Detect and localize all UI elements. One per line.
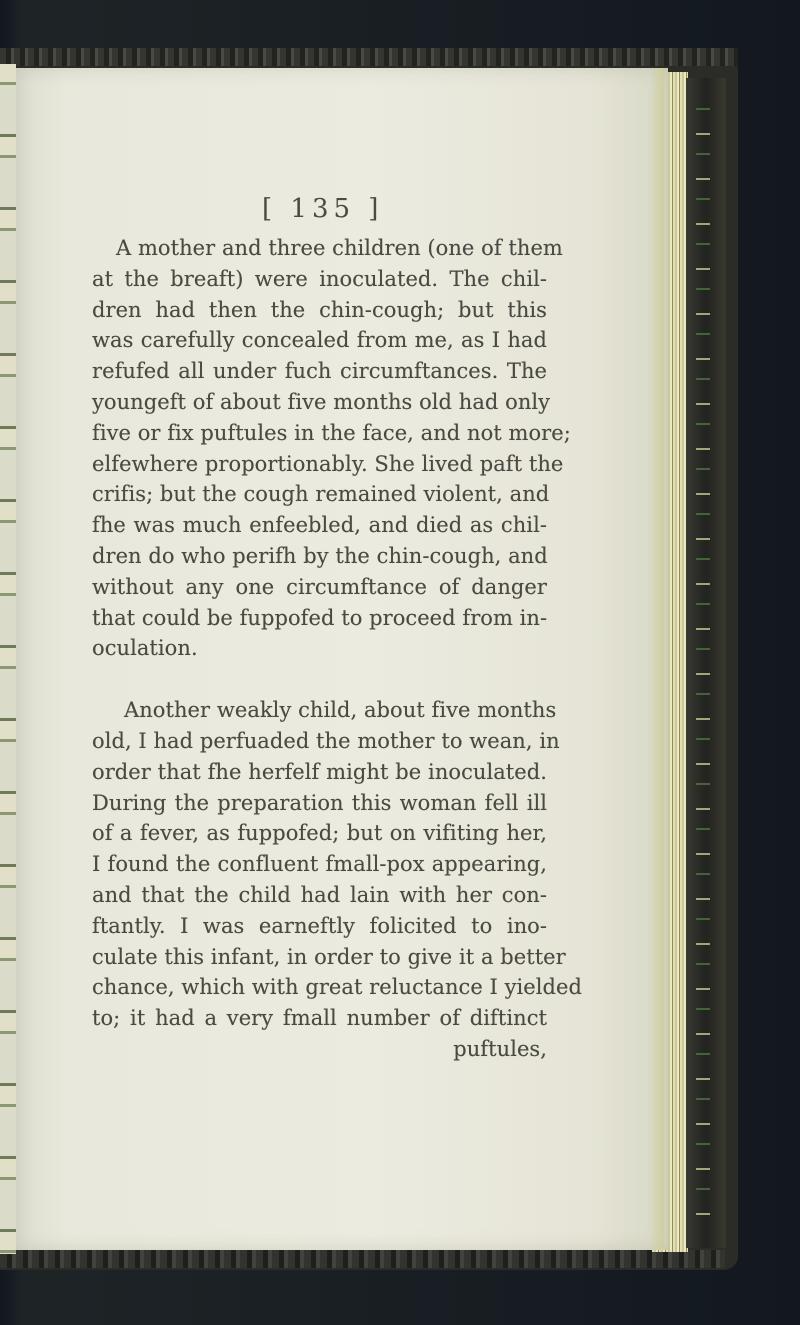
page-text-line: crifis; but the cough remained violent, and (92, 482, 550, 507)
page-text-line: five or fix puftules in the face, and not more; (92, 420, 571, 445)
page-text-line: old, I had perfuaded the mother to wean, in (92, 728, 560, 753)
page-text-line: I found the confluent fmall-pox appearing, (92, 852, 547, 877)
page-text-line: of a fever, as fuppofed; but on vifiting her, (92, 821, 547, 846)
page-text-line: During the preparation this woman fell ill (92, 790, 547, 815)
page-text-line: to; it had a very fmall number of diftinct (92, 1006, 547, 1031)
left-binding-strip (0, 64, 16, 1254)
page-text-line: ftantly. I was earneftly folicited to ino- (92, 913, 547, 938)
page-text-line: that could be fuppofed to proceed from in- (92, 605, 548, 630)
page-text-line: chance, which with great reluctance I yielded (92, 975, 582, 1000)
page-text-line: dren had then the chin-cough; but this (92, 297, 547, 322)
board-top-edge (0, 48, 738, 66)
page-text-line: at the breaft) were inoculated. The chil- (92, 266, 547, 291)
spine-texture (696, 90, 710, 1230)
page-text-column (92, 233, 582, 1065)
page-text-line: puftules, (453, 1036, 547, 1061)
page-text-line: without any one circumftance of danger (92, 574, 547, 599)
page-text-line: youngeft of about five months old had only (92, 389, 551, 414)
page-text-line: and that the child had lain with her con- (92, 882, 547, 907)
page-text-line: was carefully concealed from me, as I had (92, 328, 547, 353)
page-text-line: culate this infant, in order to give it a better (92, 944, 566, 969)
board-bottom-edge (0, 1250, 725, 1268)
paragraph-spacer (92, 664, 547, 695)
page-gutter-shadow (650, 68, 664, 1250)
page-text-line: oculation. (92, 636, 198, 661)
page-text-line: fhe was much enfeebled, and died as chil- (92, 513, 547, 538)
page-number-running-head: [ 135 ] (262, 194, 384, 224)
page-text-line: dren do who perifh by the chin-cough, and (92, 543, 548, 568)
page-text-line: refufed all under fuch circumftances. The (92, 359, 547, 384)
page-text-line: A mother and three children (one of them (116, 236, 563, 260)
page-text-line: Another weakly child, about five months (124, 698, 557, 723)
page-text-line: elfewhere proportionably. She lived paft the (92, 451, 564, 476)
page-text-line: order that fhe herfelf might be inoculated. (92, 759, 547, 784)
